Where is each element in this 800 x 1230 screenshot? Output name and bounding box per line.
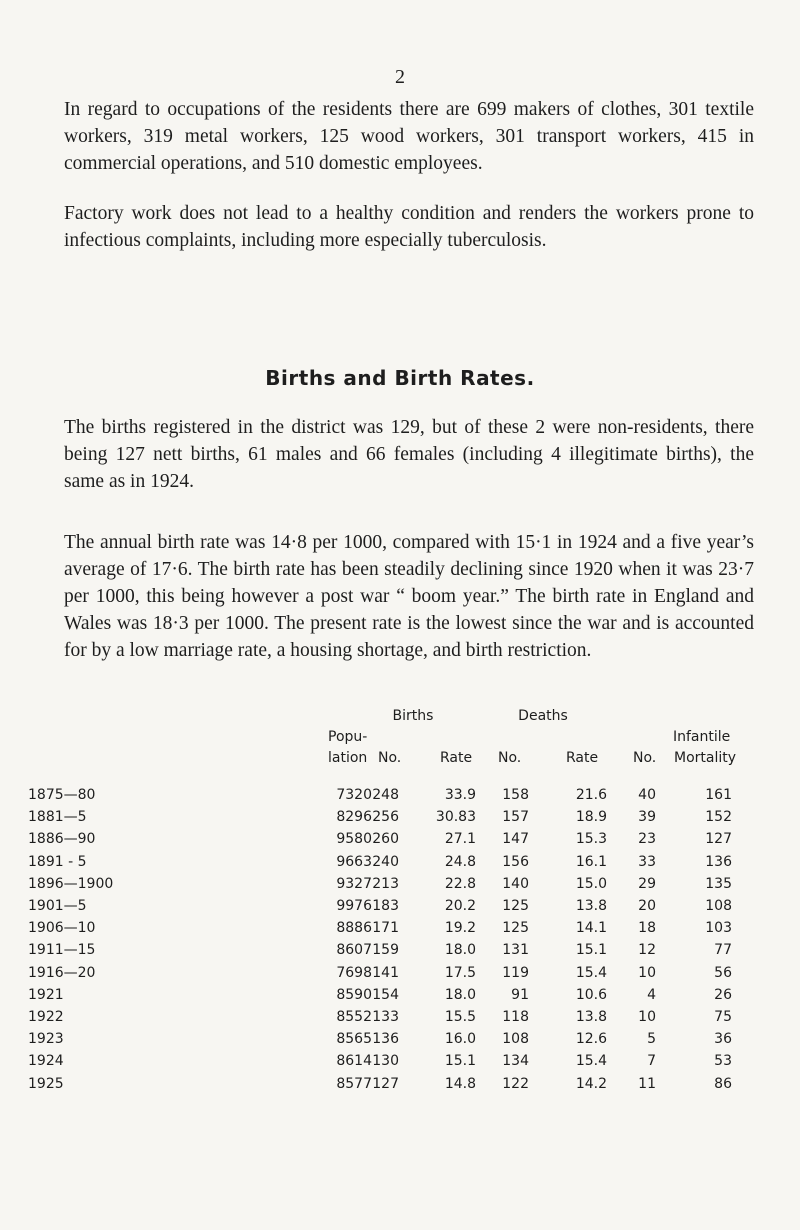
births-no-cell: 260 [372,831,399,848]
deaths-rate-cell: 12.6 [575,1031,607,1048]
births-rate-cell: 14.8 [444,1075,476,1092]
deaths-rate-cell: 21.6 [575,787,607,803]
deaths-rate-header: Rate [566,750,599,766]
deaths-rate-cell: 15.4 [575,1053,607,1070]
period-cell: 1896—1900 [28,875,114,892]
period-cell: 1911—15 [28,942,96,959]
deaths-rate-cell: 18.9 [575,809,607,826]
factory-paragraph: Factory work does not lead to a healthy condition and renders the workers prone to infectious complaints, including more especially tuberculosis. [64,203,754,251]
infantile-no-cell: 10 [638,1009,656,1025]
deaths-no-cell: 131 [502,942,529,959]
births-rate-cell: 30.83 [435,809,476,826]
births-no-cell: 183 [372,898,399,914]
infantile-no-cell: 40 [638,787,656,803]
deaths-no-cell: 158 [502,787,529,803]
period-cell: 1923 [28,1031,64,1048]
births-no-cell: 127 [372,1075,399,1092]
deaths-rate-cell: 14.1 [575,920,607,937]
infantile-mortality-cell: 53 [714,1053,732,1070]
deaths-rate-cell: 14.2 [575,1075,607,1092]
infantile-header: Infantile [673,729,731,745]
births-rate-cell: 18.0 [444,986,476,1003]
period-cell: 1925 [28,1075,64,1092]
births-no-cell: 154 [372,986,399,1003]
population-cell: 8296 [336,809,372,826]
period-cell: 1921 [28,986,64,1003]
infantile-no-cell: 33 [638,853,656,870]
births-rate-cell: 19.2 [444,920,476,937]
population-cell: 8552 [336,1009,372,1025]
births-rate-cell: 16.0 [444,1031,476,1048]
infantile-mortality-cell: 136 [705,853,732,870]
births-no-cell: 141 [372,964,399,981]
occupations-paragraph: In regard to occupations of the residents there are 699 makers of clothes, 301 textile workers, 319 metal workers, 125 wood workers, 301 transport workers, 415 in commercial operations, and 510 domestic employees. [64,99,754,174]
population-cell: 8886 [336,920,372,937]
deaths-no-cell: 125 [502,898,529,914]
infantile-no-cell: 4 [647,986,656,1003]
period-cell: 1891 - 5 [28,853,87,870]
period-cell: 1922 [28,1009,64,1025]
population-cell: 8590 [336,986,372,1003]
births-rate-cell: 17.5 [444,964,476,981]
deaths-rate-cell: 15.4 [575,964,607,981]
infantile-no-cell: 29 [638,875,656,892]
births-no-cell: 213 [372,875,399,892]
births-rate-cell: 15.5 [444,1009,476,1025]
infantile-mortality-cell: 86 [714,1075,732,1092]
population-cell: 8577 [336,1075,372,1092]
deaths-no-cell: 125 [502,920,529,937]
infantile-no-header: No. [633,750,657,766]
population-cell: 9327 [336,875,372,892]
births-rate-cell: 33.9 [444,787,476,803]
births-no-cell: 248 [372,787,399,803]
infantile-no-cell: 10 [638,964,656,981]
deaths-rate-cell: 15.1 [575,942,607,959]
infantile-mortality-cell: 108 [705,898,732,914]
deaths-rate-cell: 15.0 [575,875,607,892]
deaths-no-cell: 147 [502,831,529,848]
deaths-no-header: No. [498,750,522,766]
infantile-header: Mortality [674,750,737,766]
population-cell: 8614 [336,1053,372,1070]
births-rate-cell: 15.1 [444,1053,476,1070]
births-group-header: Births [392,708,434,724]
births-no-cell: 159 [372,942,399,959]
population-cell: 9976 [336,898,372,914]
period-cell: 1906—10 [28,920,96,937]
births-rate-cell: 24.8 [444,853,476,870]
births-no-cell: 130 [372,1053,399,1070]
deaths-rate-cell: 13.8 [575,1009,607,1025]
infantile-mortality-cell: 36 [714,1031,732,1048]
births-rate-cell: 20.2 [444,898,476,914]
period-cell: 1881—5 [28,809,87,826]
population-cell: 8607 [336,942,372,959]
deaths-rate-cell: 15.3 [575,831,607,848]
birth-rate-paragraph: The annual birth rate was 14·8 per 1000, compared with 15·1 in 1924 and a five year’s average of 17·6. The birth rate has been steadily declining since 1920 when it was 23·7 per 1000, this being however a post war “ boom year.” The birth rate in England and Wales was 18·3 per 1000. The present rate is the lowest since the war and is accounted for by a low marriage rate, a housing shortage, and birth restriction. [64,532,754,661]
population-cell: 9580 [336,831,372,848]
period-cell: 1916—20 [28,964,96,981]
infantile-no-cell: 39 [638,809,656,826]
births-no-cell: 240 [372,853,399,870]
deaths-group-header: Deaths [518,708,568,724]
population-cell: 8565 [336,1031,372,1048]
population-cell: 9663 [336,853,372,870]
births-paragraph: The births registered in the district was 129, but of these 2 were non-residents, there being 127 nett births, 61 males and 66 females (including 4 illegitimate births), the same as in 1924. [64,417,754,492]
deaths-no-cell: 122 [502,1075,529,1092]
deaths-rate-cell: 10.6 [575,986,607,1003]
infantile-no-cell: 20 [638,898,656,914]
infantile-mortality-cell: 56 [714,964,732,981]
births-rate-cell: 18.0 [444,942,476,959]
section-heading: Births and Birth Rates. [265,366,535,390]
births-rate-cell: 22.8 [444,875,476,892]
infantile-mortality-cell: 26 [714,986,732,1003]
deaths-no-cell: 118 [502,1009,529,1025]
deaths-no-cell: 140 [502,875,529,892]
infantile-mortality-cell: 75 [714,1009,732,1025]
deaths-rate-cell: 16.1 [575,853,607,870]
infantile-mortality-cell: 161 [705,787,732,803]
births-rate-cell: 27.1 [444,831,476,848]
deaths-no-cell: 108 [502,1031,529,1048]
deaths-no-cell: 134 [502,1053,529,1070]
births-no-cell: 171 [372,920,399,937]
infantile-no-cell: 12 [638,942,656,959]
infantile-no-cell: 18 [638,920,656,937]
deaths-rate-cell: 13.8 [575,898,607,914]
population-header: Popu- [328,729,368,745]
population-header: lation [328,750,368,766]
page-number: 2 [395,66,405,88]
infantile-mortality-cell: 152 [705,809,732,826]
period-cell: 1886—90 [28,831,96,848]
deaths-no-cell: 157 [502,809,529,826]
population-cell: 7320 [336,787,372,803]
infantile-no-cell: 23 [638,831,656,848]
infantile-no-cell: 11 [638,1075,656,1092]
births-no-cell: 133 [372,1009,399,1025]
infantile-mortality-cell: 135 [705,875,732,892]
infantile-mortality-cell: 103 [705,920,732,937]
deaths-no-cell: 119 [502,964,529,981]
infantile-mortality-cell: 127 [705,831,732,848]
period-cell: 1875—80 [28,787,96,803]
births-no-cell: 136 [372,1031,399,1048]
infantile-mortality-cell: 77 [714,942,732,959]
births-no-header: No. [378,750,402,766]
deaths-no-cell: 156 [502,853,529,870]
period-cell: 1924 [28,1053,64,1070]
population-cell: 7698 [336,964,372,981]
infantile-no-cell: 5 [647,1031,656,1048]
deaths-no-cell: 91 [511,986,529,1003]
births-no-cell: 256 [372,809,399,826]
period-cell: 1901—5 [28,898,87,914]
infantile-no-cell: 7 [647,1053,656,1070]
births-rate-header: Rate [440,750,473,766]
